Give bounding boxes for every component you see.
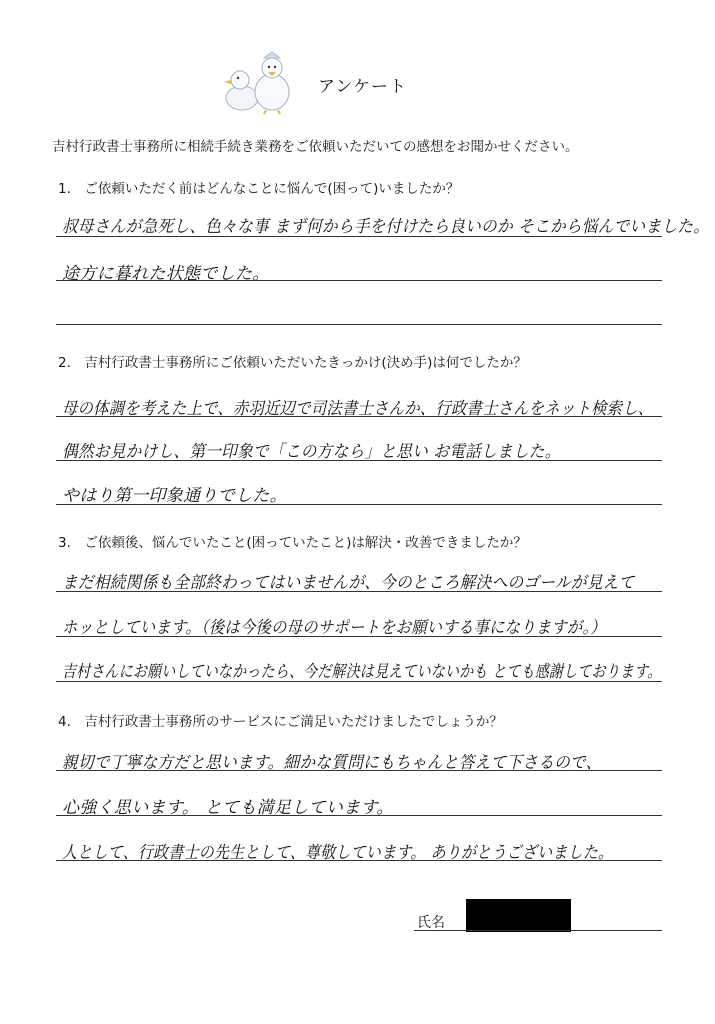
question-3-label: 3. ご依頼後、悩んでいたこと(困っていたこと)は解決・改善できましたか？ [58, 535, 527, 551]
answer-2-rule-2 [56, 460, 662, 461]
answer-4-line-3: 人として、行政書士の先生として、尊敬しています。 ありがとうございました。 [62, 843, 614, 863]
answer-3-line-3: 吉村さんにお願いしていなかったら、今だ解決は見えていないかも とても感謝しております。 [62, 662, 662, 682]
name-redaction [466, 899, 571, 932]
answer-1-line-1: 叔母さんが急死し、色々な事 まず何から手を付けたら良いのか そこから悩んでいました。 [62, 217, 710, 237]
answer-1-rule-2 [56, 280, 662, 281]
answer-1-rule-3 [56, 324, 662, 325]
question-2-label: 2. 吉村行政書士事務所にご依頼いただいたきっかけ(決め手)は何でしたか？ [58, 355, 527, 371]
answer-4-rule-1 [56, 770, 662, 771]
answer-4-line-1: 親切で丁寧な方だと思います。細かな質問にもちゃんと答えて下さるので、 [62, 753, 602, 773]
answer-2-rule-3 [56, 504, 662, 505]
answer-3-rule-3 [56, 681, 662, 682]
answer-1-rule-1 [56, 236, 662, 237]
answer-2-line-1: 母の体調を考えた上で、赤羽近辺で司法書士さんか、行政書士さんをネット検索し、 [62, 399, 654, 419]
question-1-label: 1. ご依頼いただく前はどんなことに悩んで(困って)いましたか？ [58, 181, 460, 197]
duck-mascot-icon [220, 50, 300, 116]
answer-2-rule-1 [56, 416, 662, 417]
answer-3-line-1: まだ相続関係も全部終わってはいませんが、今のところ解決へのゴールが見えて [62, 573, 635, 593]
name-label: 氏名 [417, 915, 445, 931]
question-4-label: 4. 吉村行政書士事務所のサービスにご満足いただけましたでしょうか？ [58, 714, 503, 730]
answer-4-line-2: 心強く思います。 とても満足しています。 [62, 798, 394, 818]
page-title: アンケート [318, 77, 407, 97]
intro-text: 吉村行政書士事務所に相続手続き業務をご依頼いただいての感想をお聞かせください。 [52, 139, 579, 155]
answer-4-rule-2 [56, 815, 662, 816]
answer-1-line-2: 途方に暮れた状態でした。 [62, 264, 270, 284]
answer-2-line-3: やはり第一印象通りでした。 [62, 486, 287, 506]
answer-3-rule-1 [56, 591, 662, 592]
answer-3-line-2: ホッとしています。（後は今後の母のサポートをお願いする事になりますが。） [62, 618, 607, 638]
answer-2-line-2: 偶然お見かけし、第一印象で「この方なら」と思い お電話しました。 [62, 442, 561, 462]
name-rule [414, 930, 662, 931]
answer-3-rule-2 [56, 636, 662, 637]
answer-4-rule-3 [56, 860, 662, 861]
